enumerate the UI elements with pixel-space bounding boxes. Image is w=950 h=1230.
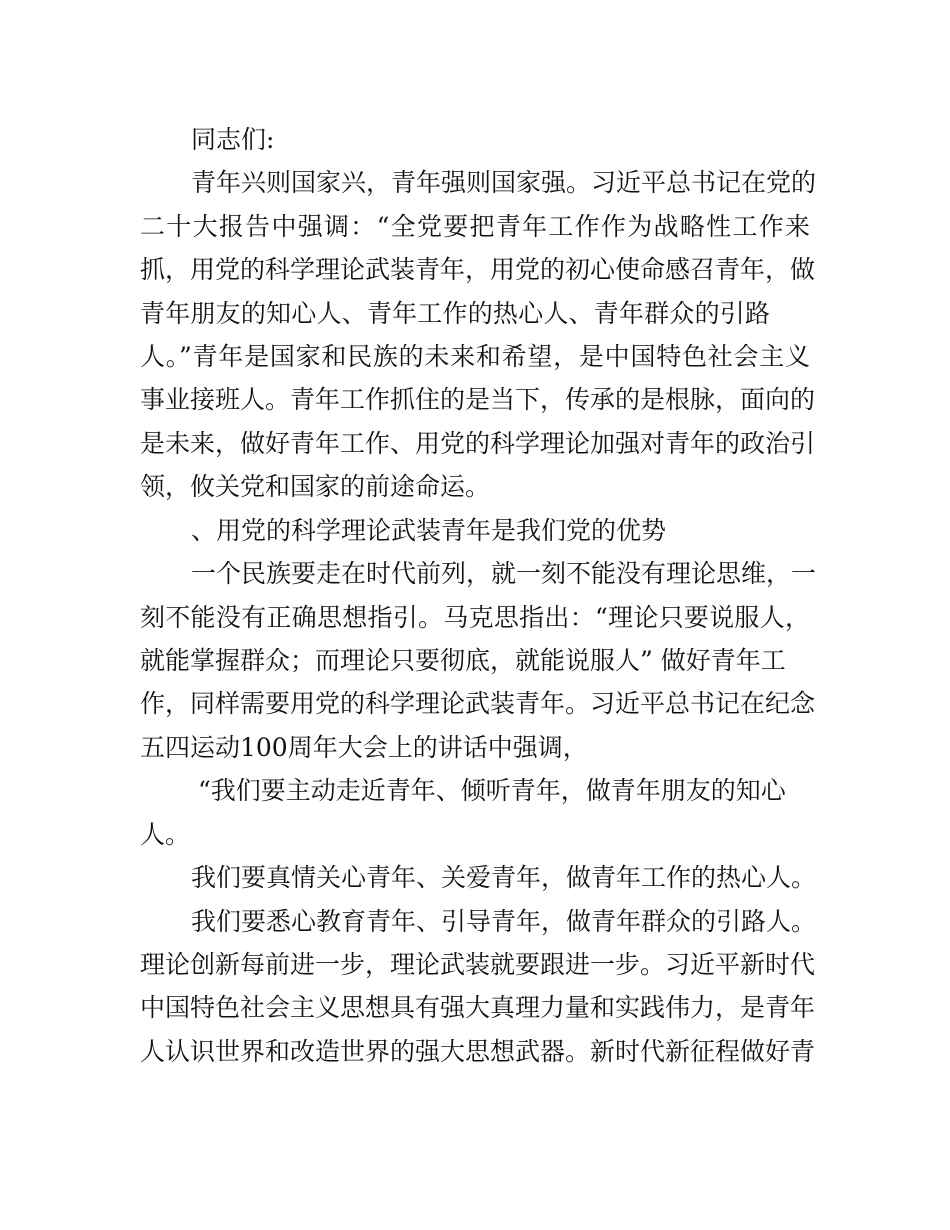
paragraph-line: 作，同样需要用党的科学理论武装青年。习近平总书记在纪念 xyxy=(140,689,816,718)
paragraph-line: 领，攸关党和国家的前途命运。 xyxy=(140,472,491,501)
paragraph-line: 事业接班人。青年工作抓住的是当下，传承的是根脉，面向的 xyxy=(140,385,816,414)
paragraph-line: 人。”青年是国家和民族的未来和希望，是中国特色社会主义 xyxy=(140,342,810,371)
quote-line: 我们要悉心教育青年、引导青年，做青年群众的引路人。 xyxy=(191,907,817,936)
paragraph-line: 就能掌握群众；而理论只要彻底，就能说服人” 做好青年工 xyxy=(140,646,786,675)
paragraph-line: 是未来，做好青年工作、用党的科学理论加强对青年的政治引 xyxy=(140,429,816,458)
paragraph-line: 人认识世界和改造世界的强大思想武器。新时代新征程做好青 xyxy=(140,1037,816,1066)
paragraph-line: 五四运动100周年大会上的讲话中强调， xyxy=(140,733,588,762)
quote-line: 我们要真情关心青年、关爱青年，做青年工作的热心人。 xyxy=(191,863,817,892)
paragraph-line: 理论创新每前进一步，理论武装就要跟进一步。习近平新时代 xyxy=(140,950,816,979)
paragraph-line: 中国特色社会主义思想具有强大真理力量和实践伟力，是青年 xyxy=(140,993,816,1022)
paragraph-line: 青年朋友的知心人、青年工作的热心人、青年群众的引路 xyxy=(140,299,770,328)
paragraph-line: 青年兴则国家兴，青年强则国家强。习近平总书记在党的 xyxy=(191,168,817,197)
section-heading: 、用党的科学理论武装青年是我们党的优势 xyxy=(191,516,667,545)
paragraph-line: 刻不能没有正确思想指引。马克思指出：“理论只要说服人， xyxy=(140,603,810,632)
salutation: 同志们: xyxy=(191,125,275,154)
quote-line: 人。 xyxy=(140,820,191,849)
paragraph-line: 抓，用党的科学理论武装青年，用党的初心使命感召青年，做 xyxy=(140,255,816,284)
quote-line: “我们要主动走近青年、倾听青年，做青年朋友的知心 xyxy=(198,776,786,805)
paragraph-line: 一个民族要走在时代前列，就一刻不能没有理论思维，一 xyxy=(191,559,817,588)
paragraph-line: 二十大报告中强调：“全党要把青年工作作为战略性工作来 xyxy=(140,212,810,241)
